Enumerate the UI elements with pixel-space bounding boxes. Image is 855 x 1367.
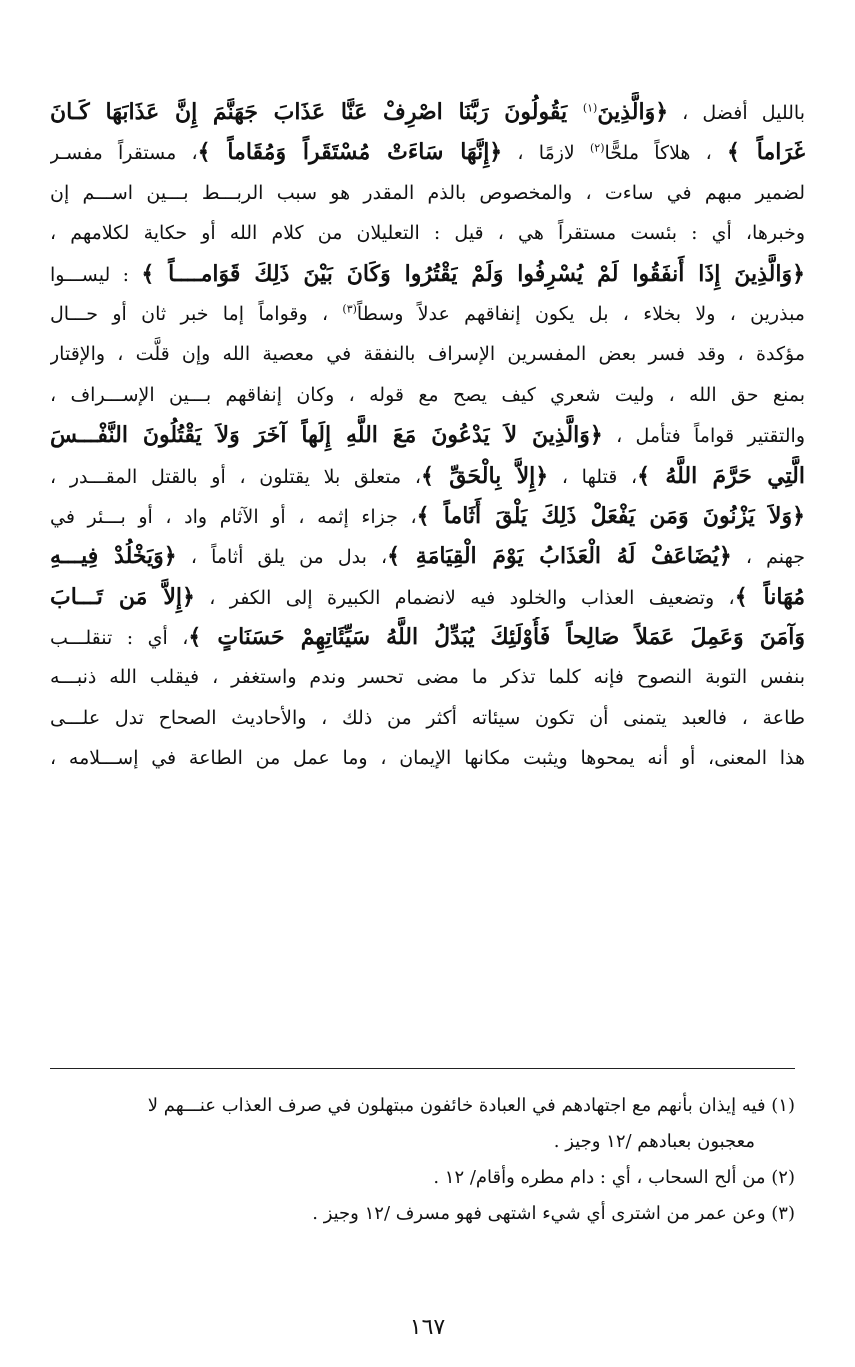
- quran-quote: وَآمَنَ وَعَمِلَ عَمَلاً صَالِحاً فَأُوْلَئِكَ يُبَدِّلُ اللَّهُ سَيِّئَاتِهِمْ حَسَنَاتٍ ﴾: [188, 624, 805, 651]
- commentary-text: طاعة ، فالعبد يتمنى أن تكون سيئاته أكثر من ذلك ، والأحاديث الصحاح تدل علـــى: [50, 706, 805, 729]
- footnote-line: (١) فيه إيذان بأنهم مع اجتهادهم في العبادة خائفون مبتهلون في صرف العذاب عنـــهم لا: [147, 1095, 795, 1116]
- text-line: [50, 415, 805, 455]
- commentary-text: وخبرها، أي : بئست مستقراً هي ، قيل : التعليلان من كلام الله أو حكاية لكلامهم ،: [50, 222, 805, 245]
- footnote-line: معجبون بعبادهم /١٢ وجيز .: [553, 1131, 755, 1152]
- footnote-line: (٣) وعن عمر من اشترى أي شيء اشتهى فهو مسرف /١٢ وجيز .: [312, 1203, 795, 1224]
- commentary-text: ، مستقراً مفسـر: [50, 142, 198, 165]
- text-line: [50, 92, 805, 132]
- commentary-text: مبذرين ، ولا بخلاء ، بل يكون إنفاقهم عدلاً وسطاً: [356, 302, 805, 325]
- text-line: [50, 456, 805, 496]
- text-line: [50, 496, 805, 536]
- quran-quote: ﴿يُضَاعَفْ لَهُ الْعَذَابُ يَوْمَ الْقِيَامَةِ ﴾: [387, 543, 732, 570]
- main-text: [50, 92, 805, 779]
- text-line: [50, 536, 805, 576]
- commentary-text: ، بدل من يلق أثاماً ،: [176, 546, 388, 569]
- footnote-marker: (٣): [342, 302, 357, 316]
- commentary-text: لازمًا ،: [502, 142, 590, 165]
- quran-quote: مُهَاناً ﴾: [734, 583, 805, 610]
- commentary-text: ، وتضعيف العذاب والخلود فيه لانضمام الكبيرة إلى الكفر ،: [194, 586, 735, 609]
- commentary-text: بمنع حق الله ، وليت شعري كيف يصح مع قوله ، وكان إنفاقهم بـــين الإســـراف ،: [50, 383, 805, 406]
- text-line: [50, 577, 805, 617]
- text-line: [50, 334, 805, 374]
- quran-quote: ﴿إِلاَّ مَن تَـــابَ: [50, 583, 195, 610]
- quran-quote: ﴿وَلاَ يَزْنُونَ وَمَن يَفْعَلْ ذَلِكَ يَلْقَ أَثَاماً ﴾: [416, 502, 805, 529]
- commentary-text: هذا المعنى، أو أنه يمحوها ويثبت مكانها الإيمان ، وما عمل من الطاعة في إســـلامه ،: [50, 747, 805, 770]
- quran-quote: يَقُولُونَ رَبَّنَا اصْرِفْ عَنَّا عَذَابَ جَهَنَّمَ إِنَّ عَذَابَهَا كَـانَ: [50, 99, 583, 125]
- text-line: [50, 294, 805, 334]
- commentary-text: : ليســـوا: [50, 263, 142, 286]
- quran-quote: ﴿وَيَخْلُدْ فِيـــهِ: [50, 543, 177, 570]
- quran-quote: ﴿إِلاَّ بِالْحَقِّ ﴾: [421, 462, 549, 489]
- commentary-text: ، أي : تنقلـــب: [50, 627, 189, 650]
- quran-quote: ﴿وَالَّذِينَ: [597, 99, 669, 125]
- commentary-text: بالليل أفضل ،: [668, 102, 805, 124]
- footnote-divider: [50, 1068, 795, 1069]
- commentary-text: ، هلاكاً ملحًّا: [604, 142, 728, 165]
- text-line: [50, 173, 805, 213]
- quran-quote: ﴿وَالَّذِينَ إِذَا أَنفَقُوا لَمْ يُسْرِفُوا وَلَمْ يَقْتُرُوا وَكَانَ بَيْنَ ذَلِكَ قَوَامــــاً ﴾: [141, 260, 805, 287]
- footnotes: [50, 1088, 795, 1232]
- footnote-marker: (١): [582, 101, 598, 115]
- commentary-text: مؤكدة ، وقد فسر بعض المفسرين الإسراف بالنفقة في معصية الله وإن قلَّت ، والإقتار: [50, 343, 805, 366]
- text-line: [50, 617, 805, 657]
- footnote-marker: (٢): [589, 142, 605, 156]
- commentary-text: ، وقواماً إما خبر ثان أو حـــال: [50, 302, 343, 325]
- text-line: [50, 738, 805, 778]
- text-line: [50, 254, 805, 294]
- commentary-text: ، جزاء إثمه ، أو الآثام واد ، أو بـــئر في: [50, 505, 417, 528]
- text-line: [50, 213, 805, 253]
- text-line: [50, 657, 805, 697]
- quran-quote: الَّتِي حَرَّمَ اللَّهُ ﴾: [637, 462, 805, 489]
- commentary-text: جهنم ،: [731, 546, 805, 569]
- commentary-text: والتقتير قواماً فتأمل ،: [602, 425, 805, 448]
- text-line: [50, 698, 805, 738]
- quran-quote: ﴿وَالَّذِينَ لاَ يَدْعُونَ مَعَ اللَّهِ إِلَهاً آخَرَ وَلاَ يَقْتُلُونَ النَّفْـــسَ: [50, 422, 603, 449]
- footnote-line: (٢) من ألح السحاب ، أي : دام مطره وأقام/ ١٢ .: [433, 1167, 795, 1188]
- quran-quote: غَرَاماً ﴾: [727, 139, 805, 166]
- page-number: ١٦٧: [409, 1315, 446, 1340]
- commentary-text: ، متعلق بلا يقتلون ، أو بالقتل المقـــدر ،: [50, 465, 421, 488]
- commentary-text: بنفس التوبة النصوح فإنه كلما تذكر ما مضى تحسر وندم واستغفر ، فيقلب الله ذنبـــه: [50, 666, 805, 689]
- commentary-text: ، قتلها ،: [548, 465, 638, 488]
- text-line: [50, 375, 805, 415]
- text-line: [50, 132, 805, 172]
- quran-quote: ﴿إِنَّهَا سَاءَتْ مُسْتَقَراً وَمُقَاماً ﴾: [197, 139, 503, 166]
- commentary-text: لضمير مبهم في ساءت ، والمخصوص بالذم المقدر هو سبب الربـــط بـــين اســـم إن: [50, 181, 805, 204]
